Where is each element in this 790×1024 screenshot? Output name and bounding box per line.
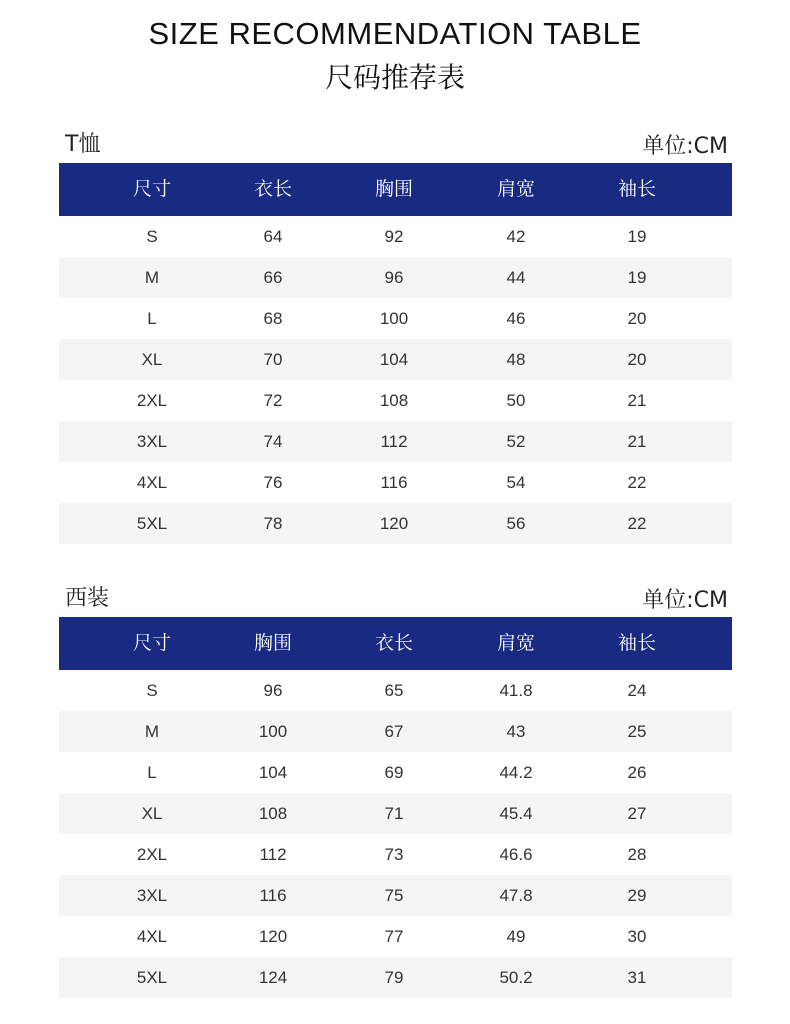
table-cell: 116 — [259, 886, 287, 905]
table-cell: 44 — [506, 268, 526, 287]
tshirt-size-section — [59, 130, 732, 552]
table-row — [59, 875, 732, 916]
table-row — [59, 834, 732, 875]
column-header: 尺寸 — [132, 632, 171, 654]
table-cell: 104 — [258, 763, 288, 782]
table-cell: 25 — [627, 722, 647, 741]
table-cell: 21 — [627, 391, 647, 410]
table-row — [59, 257, 732, 298]
table-cell: 116 — [380, 473, 408, 492]
column-header: 肩宽 — [496, 632, 535, 654]
table-cell: 41.8 — [499, 681, 533, 700]
table-cell: 21 — [627, 432, 647, 451]
table-cell: XL — [141, 804, 163, 823]
table-cell: 49 — [506, 927, 526, 946]
table-cell: 29 — [627, 886, 647, 905]
table-cell: 56 — [506, 514, 526, 533]
column-header: 尺寸 — [132, 178, 171, 200]
table-cell: 31 — [627, 968, 647, 987]
column-header: 衣长 — [374, 632, 413, 654]
table-cell: 74 — [263, 432, 283, 451]
table-cell: 2XL — [136, 391, 168, 410]
table-cell: 70 — [263, 350, 283, 369]
table-cell: 43 — [506, 722, 526, 741]
table-cell: 50 — [506, 391, 526, 410]
table-cell: 27 — [627, 804, 647, 823]
page-title-cn: 尺码推荐表 — [324, 61, 465, 94]
section-label: 西装 — [65, 586, 110, 611]
table-row — [59, 670, 732, 711]
column-header: 袖长 — [617, 178, 656, 200]
column-header: 胸围 — [374, 178, 413, 200]
table-cell: 79 — [384, 968, 404, 987]
table-cell: 45.4 — [499, 804, 533, 823]
table-cell: 30 — [627, 927, 647, 946]
table-cell: 96 — [384, 268, 404, 287]
table-cell: 77 — [384, 927, 404, 946]
table-cell: L — [147, 763, 157, 782]
table-cell: 112 — [380, 432, 408, 451]
table-cell: 68 — [263, 309, 283, 328]
table-cell: 46.6 — [499, 845, 533, 864]
table-cell: S — [146, 227, 158, 246]
table-cell: 46 — [506, 309, 526, 328]
table-cell: 26 — [627, 763, 647, 782]
table-cell: 47.8 — [499, 886, 533, 905]
table-cell: 92 — [384, 227, 404, 246]
table-row — [59, 421, 732, 462]
section-label: T恤 — [65, 132, 101, 157]
table-row — [59, 380, 732, 421]
table-cell: 4XL — [136, 473, 168, 492]
table-cell: 48 — [506, 350, 526, 369]
table-cell: 78 — [263, 514, 283, 533]
table-cell: 96 — [263, 681, 283, 700]
table-row — [59, 216, 732, 257]
table-cell: L — [147, 309, 157, 328]
table-cell: 72 — [263, 391, 283, 410]
table-header — [59, 617, 732, 670]
table-cell: 19 — [627, 227, 647, 246]
table-cell: 5XL — [136, 514, 168, 533]
table-cell: 44.2 — [499, 763, 533, 782]
table-cell: 5XL — [136, 968, 168, 987]
page-title-en: SIZE RECOMMENDATION TABLE — [148, 16, 642, 51]
table-row — [59, 503, 732, 544]
table-cell: 73 — [384, 845, 404, 864]
table-cell: M — [144, 722, 160, 741]
table-cell: 22 — [627, 514, 647, 533]
table-cell: 3XL — [136, 432, 168, 451]
column-header: 袖长 — [617, 632, 656, 654]
table-cell: 42 — [506, 227, 526, 246]
table-cell: 3XL — [136, 886, 168, 905]
unit-label: 单位:CM — [642, 134, 728, 159]
table-cell: 54 — [506, 473, 526, 492]
table-row — [59, 711, 732, 752]
table-cell: 22 — [627, 473, 647, 492]
table-header — [59, 163, 732, 216]
table-cell: 120 — [258, 927, 288, 946]
table-cell: XL — [141, 350, 163, 369]
table-cell: S — [146, 681, 158, 700]
table-cell: 104 — [379, 350, 409, 369]
table-cell: 120 — [379, 514, 409, 533]
table-row — [59, 462, 732, 503]
table-cell: 4XL — [136, 927, 168, 946]
table-cell: 67 — [384, 722, 404, 741]
table-cell: 100 — [258, 722, 288, 741]
table-cell: 108 — [258, 804, 288, 823]
table-cell: 76 — [263, 473, 283, 492]
table-cell: 52 — [506, 432, 526, 451]
table-cell: 20 — [627, 350, 647, 369]
table-cell: 24 — [627, 681, 647, 700]
suit-size-section — [59, 584, 732, 1006]
table-cell: 69 — [384, 763, 404, 782]
table-row — [59, 793, 732, 834]
table-cell: 64 — [263, 227, 283, 246]
table-cell: 20 — [627, 309, 647, 328]
table-row — [59, 752, 732, 793]
column-header: 衣长 — [253, 178, 292, 200]
table-cell: 2XL — [136, 845, 168, 864]
table-cell: 66 — [263, 268, 283, 287]
table-row — [59, 916, 732, 957]
table-cell: 108 — [379, 391, 409, 410]
table-cell: 28 — [627, 845, 647, 864]
table-row — [59, 957, 732, 998]
table-cell: 19 — [627, 268, 647, 287]
table-row — [59, 298, 732, 339]
table-cell: 71 — [384, 804, 404, 823]
table-row — [59, 339, 732, 380]
table-cell: M — [144, 268, 160, 287]
column-header: 胸围 — [253, 632, 292, 654]
unit-label: 单位:CM — [642, 588, 728, 613]
table-cell: 112 — [259, 845, 287, 864]
table-cell: 65 — [384, 681, 404, 700]
table-cell: 100 — [379, 309, 409, 328]
table-cell: 124 — [258, 968, 288, 987]
table-cell: 50.2 — [499, 968, 533, 987]
column-header: 肩宽 — [496, 178, 535, 200]
table-cell: 75 — [384, 886, 404, 905]
